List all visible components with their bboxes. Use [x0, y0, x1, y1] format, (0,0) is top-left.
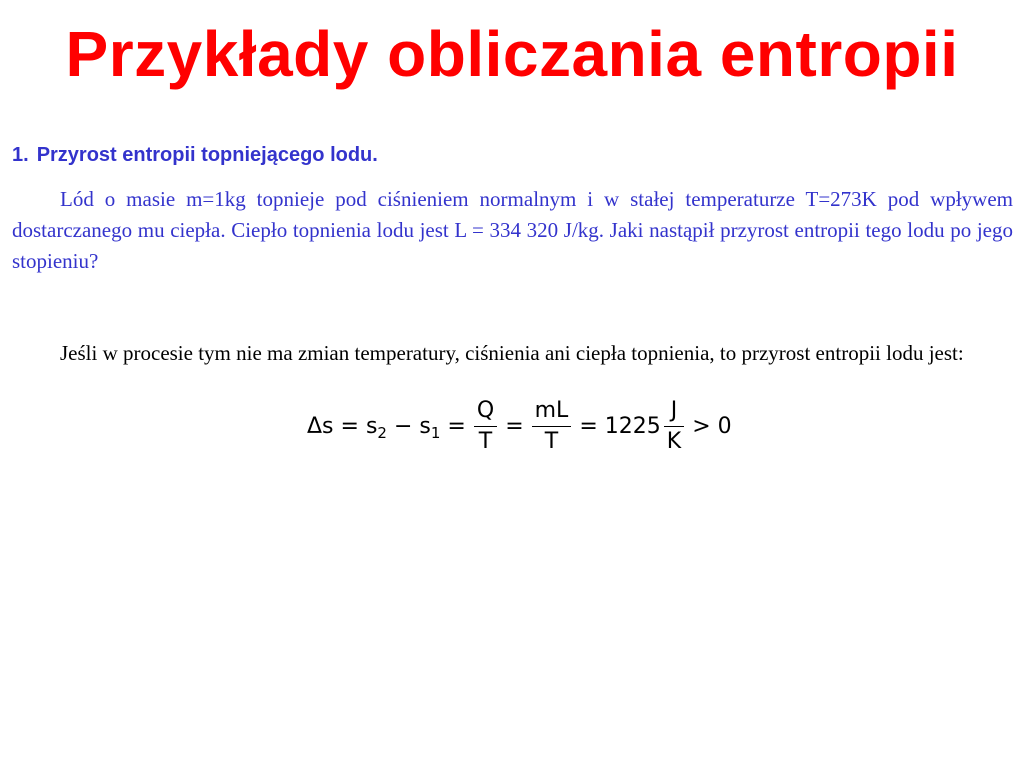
formula-s2-base: s — [365, 413, 378, 439]
solution-text: Jeśli w procesie tym nie ma zmian temperatury, ciśnienia ani ciepła topnienia, to przyrost entropii lodu jest: — [60, 341, 964, 365]
formula-s1-base: s — [419, 413, 431, 439]
unit-numerator: J — [670, 397, 678, 423]
fraction-bar — [664, 426, 684, 427]
fraction-numerator: Q — [476, 397, 495, 423]
formula-s1 — [418, 413, 441, 442]
formula-fraction-ml-over-t — [532, 399, 572, 454]
formula-equals-1: = — [340, 413, 359, 439]
fraction-denominator: T — [544, 428, 559, 454]
fraction-numerator: mL — [534, 397, 569, 423]
section-number: 1. — [12, 144, 29, 166]
formula-equals-2: = — [447, 413, 466, 439]
unit-denominator: K — [666, 428, 682, 454]
formula-greater-than: > — [692, 413, 711, 439]
formula-fraction-q-over-t — [474, 399, 497, 454]
formula-minus: − — [393, 413, 413, 439]
fraction-bar — [474, 426, 497, 427]
formula-delta-s: Δs — [307, 413, 334, 439]
formula-equals-4: = — [579, 413, 598, 439]
entropy-formula — [306, 395, 733, 457]
section-heading-text: Przyrost entropii topniejącego lodu. — [36, 144, 378, 166]
formula-value: 1225 — [604, 413, 661, 439]
fraction-bar — [532, 426, 572, 427]
slide-title: Przykłady obliczania entropii — [65, 18, 959, 90]
fraction-denominator: T — [478, 428, 493, 454]
formula-s2-subscript: 2 — [377, 423, 387, 442]
formula-s2 — [365, 413, 388, 442]
formula-equals-3: = — [505, 413, 524, 439]
formula-zero: 0 — [717, 413, 732, 439]
section-heading — [12, 142, 1012, 168]
formula-unit-j-over-k — [664, 399, 684, 454]
formula-s1-subscript: 1 — [430, 423, 441, 442]
problem-statement: Lód o masie m=1kg topnieje pod ciśnieniem normalnym i w stałej temperaturze T=273K pod wpływem dostarczanego mu ciepła. Ciepło topnienia lodu jest L = 334 320 J/kg. Jaki nastąpił przyrost entropii tego lodu po jego stopieniu? — [12, 187, 1013, 273]
